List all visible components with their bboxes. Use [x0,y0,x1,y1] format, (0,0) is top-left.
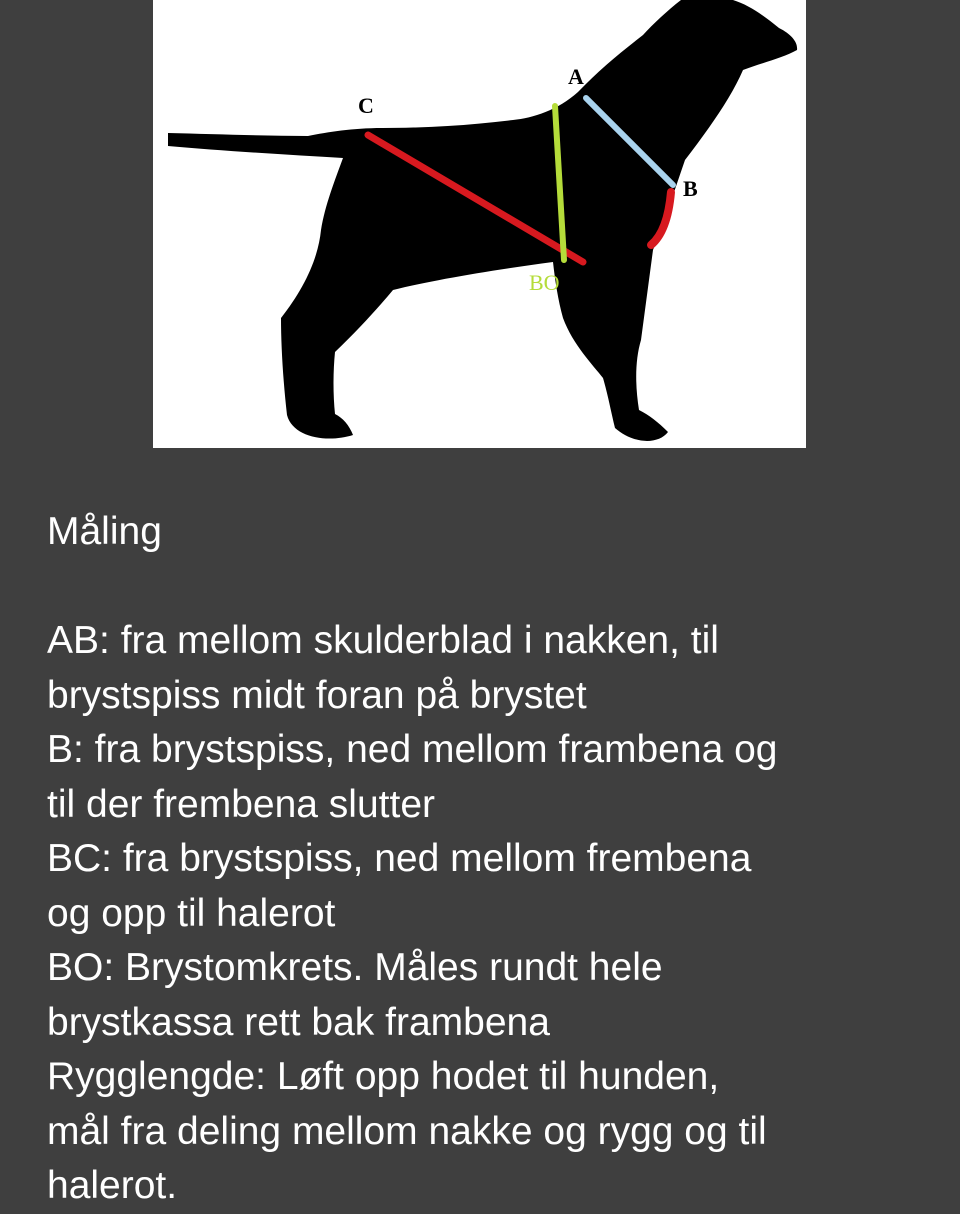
instruction-line: Rygglengde: Løft opp hodet til hunden, [47,1055,720,1098]
instruction-line: brystspiss midt foran på brystet [47,673,587,717]
measurement-instructions [47,505,947,1214]
instruction-line: B: fra brystspiss, ned mellom frambena og [47,728,778,771]
instruction-line: BO: Brystomkrets. Måles rundt hele [47,946,663,989]
instruction-line: mål fra deling mellom nakke og rygg og til [47,1109,767,1153]
heading: Måling [47,510,162,553]
label-bo: BO [529,270,560,295]
instruction-line: og opp til halerot [47,891,336,935]
dog-diagram [153,0,806,448]
dog-measurement-figure [153,0,806,448]
instruction-line: halerot. [47,1164,178,1207]
instruction-line: brystkassa rett bak frambena [47,1000,550,1044]
instruction-line: BC: fra brystspiss, ned mellom frembena [47,837,752,880]
instruction-line: AB: fra mellom skulderblad i nakken, til [47,619,719,662]
label-b: B [683,176,698,201]
instruction-line: til der frembena slutter [47,782,436,826]
label-c: C [358,93,374,118]
label-a: A [568,64,584,89]
dog-silhouette [168,0,797,441]
